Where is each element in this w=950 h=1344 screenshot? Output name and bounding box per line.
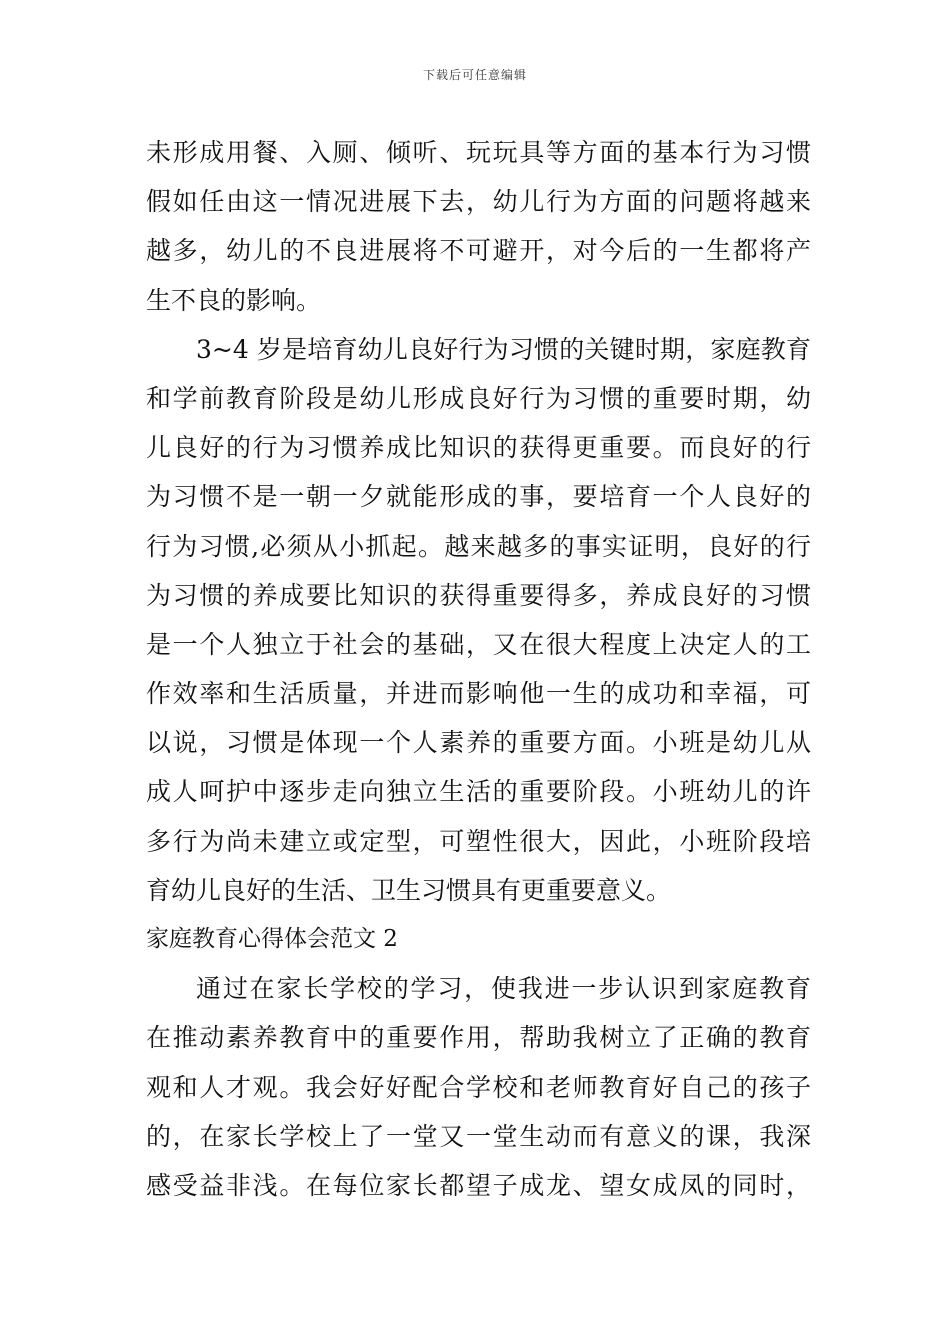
text-line: 假如任由这一情况进展下去，幼儿行为方面的问题将越来 xyxy=(146,187,811,217)
text-line: 为习惯的养成要比知识的获得重要得多，养成良好的习惯 xyxy=(146,580,811,610)
text-line: 育幼儿良好的生活、卫生习惯具有更重要意义。 xyxy=(146,875,672,905)
text-line: 未形成用餐、入厕、倾听、玩玩具等方面的基本行为习惯 xyxy=(146,138,811,167)
text-line: 作效率和生活质量，并进而影响他一生的成功和幸福，可 xyxy=(146,679,811,709)
text-line: 在推动素养教育中的重要作用，帮助我树立了正确的教育 xyxy=(146,1023,811,1053)
text-line: 感受益非浅。在每位家长都望子成龙、望女成凤的同时， xyxy=(146,1170,811,1200)
section-heading: 家庭教育心得体会范文 2 xyxy=(146,926,398,952)
text-line: 是一个人独立于社会的基础，又在很大程度上决定人的工 xyxy=(146,629,811,659)
page-header-note: 下载后可任意编辑 xyxy=(422,68,527,82)
text-line: 儿良好的行为习惯养成比知识的获得更重要。而良好的行 xyxy=(146,433,811,463)
text-line: 行为习惯,必须从小抓起。越来越多的事实证明，良好的行 xyxy=(146,531,811,561)
text-line: 生不良的影响。 xyxy=(146,285,322,315)
text-line: 成人呵护中逐步走向独立生活的重要阶段。小班幼儿的许 xyxy=(146,777,811,807)
text-line: 为习惯不是一朝一夕就能形成的事，要培育一个人良好的 xyxy=(146,482,811,512)
document-body xyxy=(146,128,811,1210)
text-line: 的，在家长学校上了一堂又一堂生动而有意义的课，我深 xyxy=(146,1121,811,1151)
text-line: 多行为尚未建立或定型，可塑性很大，因此，小班阶段培 xyxy=(146,826,811,856)
text-line: 越多，幼儿的不良进展将不可避开，对今后的一生都将产 xyxy=(146,236,811,266)
text-line: 通过在家长学校的学习，使我进一步认识到家庭教育 xyxy=(196,974,811,1004)
text-line: 以说，习惯是体现一个人素养的重要方面。小班是幼儿从 xyxy=(146,728,811,758)
text-line: 观和人才观。我会好好配合学校和老师教育好自己的孩子 xyxy=(146,1072,811,1102)
text-line: 和学前教育阶段是幼儿形成良好行为习惯的重要时期，幼 xyxy=(146,383,811,413)
text-line: 3~4 岁是培育幼儿良好行为习惯的关键时期，家庭教育 xyxy=(196,334,811,364)
